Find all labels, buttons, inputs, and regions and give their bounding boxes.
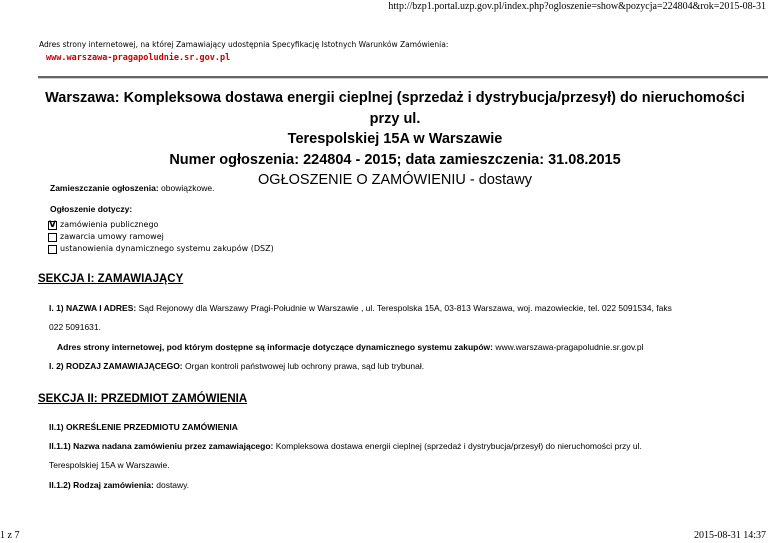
subject-definition — [49, 418, 238, 437]
web-value: www.warszawa-pragapoludnie.sr.gov.pl — [495, 342, 644, 352]
page-url: http://bzp1.portal.uzp.gov.pl/index.php?ogloszenie=show&pozycja=224804&rok=2015-08-31 — [388, 1, 766, 12]
section-1-heading: SEKCJA I: ZAMAWIAJĄCY — [38, 273, 184, 285]
posting-info — [50, 183, 214, 193]
subject-definition-label: II.1) OKREŚLENIE PRZEDMIOTU ZAMÓWIENIA — [49, 422, 238, 432]
contract-name-label: II.1.1) Nazwa nadana zamówieniu przez zamawiającego: — [49, 441, 274, 451]
concerns-label — [50, 204, 132, 214]
option-framework-agreement — [48, 231, 274, 243]
contract-type — [49, 476, 189, 495]
concerns-label-text: Ogłoszenie dotyczy: — [50, 204, 133, 214]
title-line-2: Terespolskiej 15A w Warszawie — [287, 131, 503, 147]
name-value: Sąd Rejonowy dla Warszawy Pragi-Południe w Warszawie , ul. Terespolska 15A, 03-813 Warszawa, woj. mazowieckie, tel. 022 5091534, faks — [138, 303, 672, 313]
announcement-number: Numer ogłoszenia: 224804 - 2015; data zamieszczenia: 31.08.2015 — [169, 151, 621, 168]
type-label: I. 2) RODZAJ ZAMAWIAJĄCEGO: — [49, 361, 183, 371]
contract-type-label: II.1.2) Rodzaj zamówienia: — [49, 480, 154, 490]
contracting-authority-name — [49, 299, 672, 337]
contract-name-cont: Terespolskiej 15A w Warszawie. — [49, 460, 170, 470]
checkbox-framework-agreement — [48, 233, 57, 242]
contract-name-value: Kompleksowa dostawa energii cieplnej (sprzedaż i dystrybucja/przesył) do nieruchomości przy ul. — [275, 441, 642, 451]
posting-label: Zamieszczanie ogłoszenia: — [50, 183, 159, 193]
announcement-title — [30, 88, 760, 191]
web-label: Adres strony internetowej, pod którym dostępne są informacje dotyczące dynamicznego systemu zakupów: — [57, 342, 493, 352]
announcement-type: OGŁOSZENIE O ZAMÓWIENIU - dostawy — [258, 172, 532, 188]
page-number: 1 z 7 — [0, 530, 20, 541]
siwz-intro-text: Adres strony internetowej, na której Zamawiający udostępnia Specyfikację Istotnych Warunków Zamówienia: — [39, 40, 449, 49]
name-value-cont: 022 5091631. — [49, 322, 101, 332]
section-2-heading: SEKCJA II: PRZEDMIOT ZAMÓWIENIA — [38, 393, 248, 405]
posting-value: obowiązkowe. — [161, 183, 215, 193]
contract-type-value: dostawy. — [156, 480, 190, 490]
print-datetime: 2015-08-31 14:37 — [694, 530, 766, 541]
concerns-options — [48, 219, 274, 255]
header-divider — [38, 76, 768, 79]
option-label: ustanowienia dynamicznego systemu zakupów (DSZ) — [60, 244, 274, 253]
siwz-link[interactable]: www.warszawa-pragapoludnie.sr.gov.pl — [46, 53, 231, 63]
dsz-website — [57, 338, 644, 357]
option-dsz — [48, 243, 274, 255]
option-label: zawarcia umowy ramowej — [60, 232, 164, 241]
option-label: zamówienia publicznego — [60, 220, 159, 229]
type-value: Organ kontroli państwowej lub ochrony prawa, sąd lub trybunał. — [185, 361, 425, 371]
contracting-authority-type — [49, 357, 424, 376]
checkbox-public-contract: V — [49, 219, 56, 230]
title-line-1: Warszawa: Kompleksowa dostawa energii cieplnej (sprzedaż i dystrybucja/przesył) do nieruchomości przy ul. — [45, 90, 745, 127]
contract-name — [49, 437, 642, 475]
checkbox-dsz — [48, 245, 57, 254]
name-label: I. 1) NAZWA I ADRES: — [49, 303, 137, 313]
option-public-contract — [48, 219, 274, 231]
